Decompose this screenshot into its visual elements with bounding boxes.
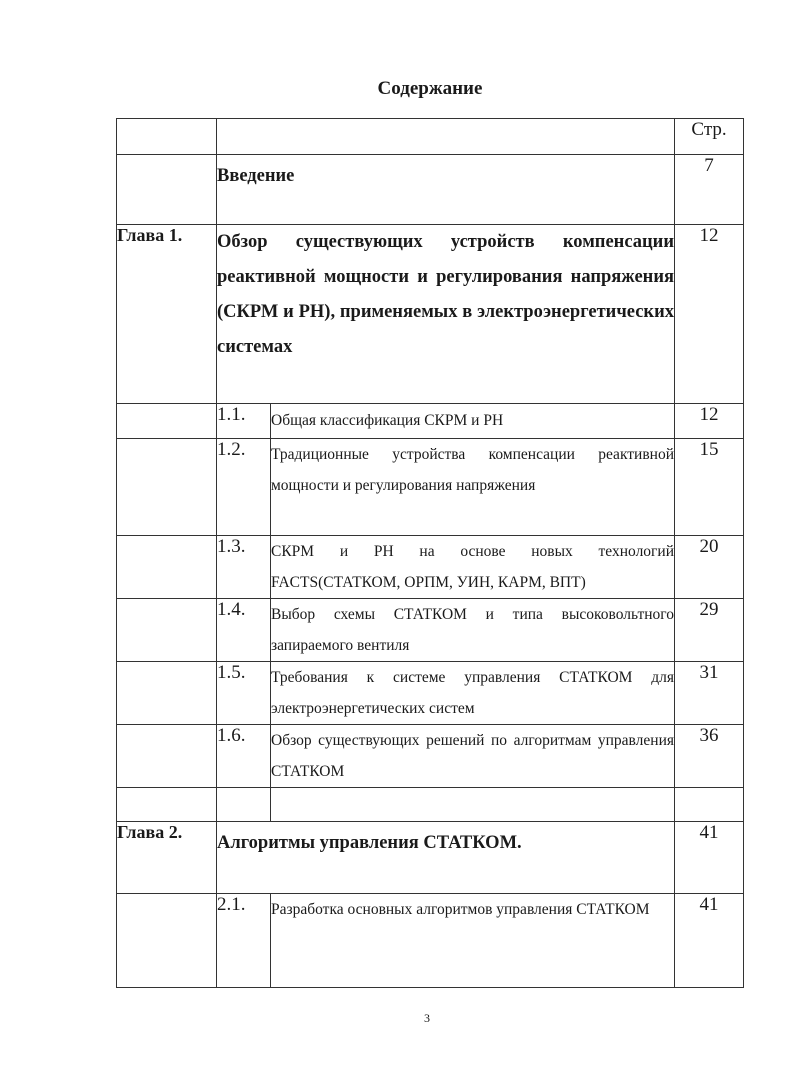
toc-row-section <box>117 599 744 662</box>
toc-header-row <box>117 119 744 155</box>
intro-title: Введение <box>217 155 675 225</box>
section-page: 15 <box>675 439 744 536</box>
toc-row-empty <box>117 788 744 822</box>
toc-table <box>116 118 744 988</box>
page-column-header: Стр. <box>675 119 744 155</box>
chapter1-label: Глава 1. <box>117 225 217 404</box>
section-number: 1.6. <box>217 725 271 788</box>
section-page: 31 <box>675 662 744 725</box>
toc-row-section <box>117 662 744 725</box>
section-title: Традиционные устройства компенсации реактивной мощности и регулирования напряжения <box>271 439 675 536</box>
section-title: Обзор существующих решений по алгоритмам управления СТАТКОМ <box>271 725 675 788</box>
section-number: 1.2. <box>217 439 271 536</box>
section-page: 41 <box>675 894 744 988</box>
section-title: Требования к системе управления СТАТКОМ для электроэнергетических систем <box>271 662 675 725</box>
section-page: 36 <box>675 725 744 788</box>
section-page: 12 <box>675 404 744 439</box>
section-number: 1.5. <box>217 662 271 725</box>
section-number: 1.3. <box>217 536 271 599</box>
section-title: Выбор схемы СТАТКОМ и типа высоковольтного запираемого вентиля <box>271 599 675 662</box>
chapter1-page: 12 <box>675 225 744 404</box>
section-number: 1.4. <box>217 599 271 662</box>
toc-heading-wrap <box>0 78 792 100</box>
toc-row-section <box>117 404 744 439</box>
toc-row-chapter2 <box>117 822 744 894</box>
toc-heading: Содержание <box>377 78 483 99</box>
toc-row-section <box>117 536 744 599</box>
section-title: Разработка основных алгоритмов управления СТАТКОМ <box>271 894 675 988</box>
chapter1-title: Обзор существующих устройств компенсации реактивной мощности и регулирования напряжения (СКРМ и РН), применяемых в электроэнергетических системах <box>217 225 675 404</box>
chapter2-title: Алгоритмы управления СТАТКОМ. <box>217 822 675 894</box>
toc-row-intro <box>117 155 744 225</box>
section-title: Общая классификация СКРМ и РН <box>271 404 675 439</box>
chapter2-page: 41 <box>675 822 744 894</box>
toc-row-chapter1 <box>117 225 744 404</box>
section-page: 20 <box>675 536 744 599</box>
intro-page: 7 <box>675 155 744 225</box>
section-page: 29 <box>675 599 744 662</box>
section-number: 2.1. <box>217 894 271 988</box>
chapter2-label: Глава 2. <box>117 822 217 894</box>
section-title: СКРМ и РН на основе новых технологий FACTS(СТАТКОМ, ОРПМ, УИН, КАРМ, ВПТ) <box>271 536 675 599</box>
toc-row-section <box>117 439 744 536</box>
toc-row-section <box>117 725 744 788</box>
toc-row-section <box>117 894 744 988</box>
section-number: 1.1. <box>217 404 271 439</box>
footer-page-number: 3 <box>424 1011 430 1025</box>
